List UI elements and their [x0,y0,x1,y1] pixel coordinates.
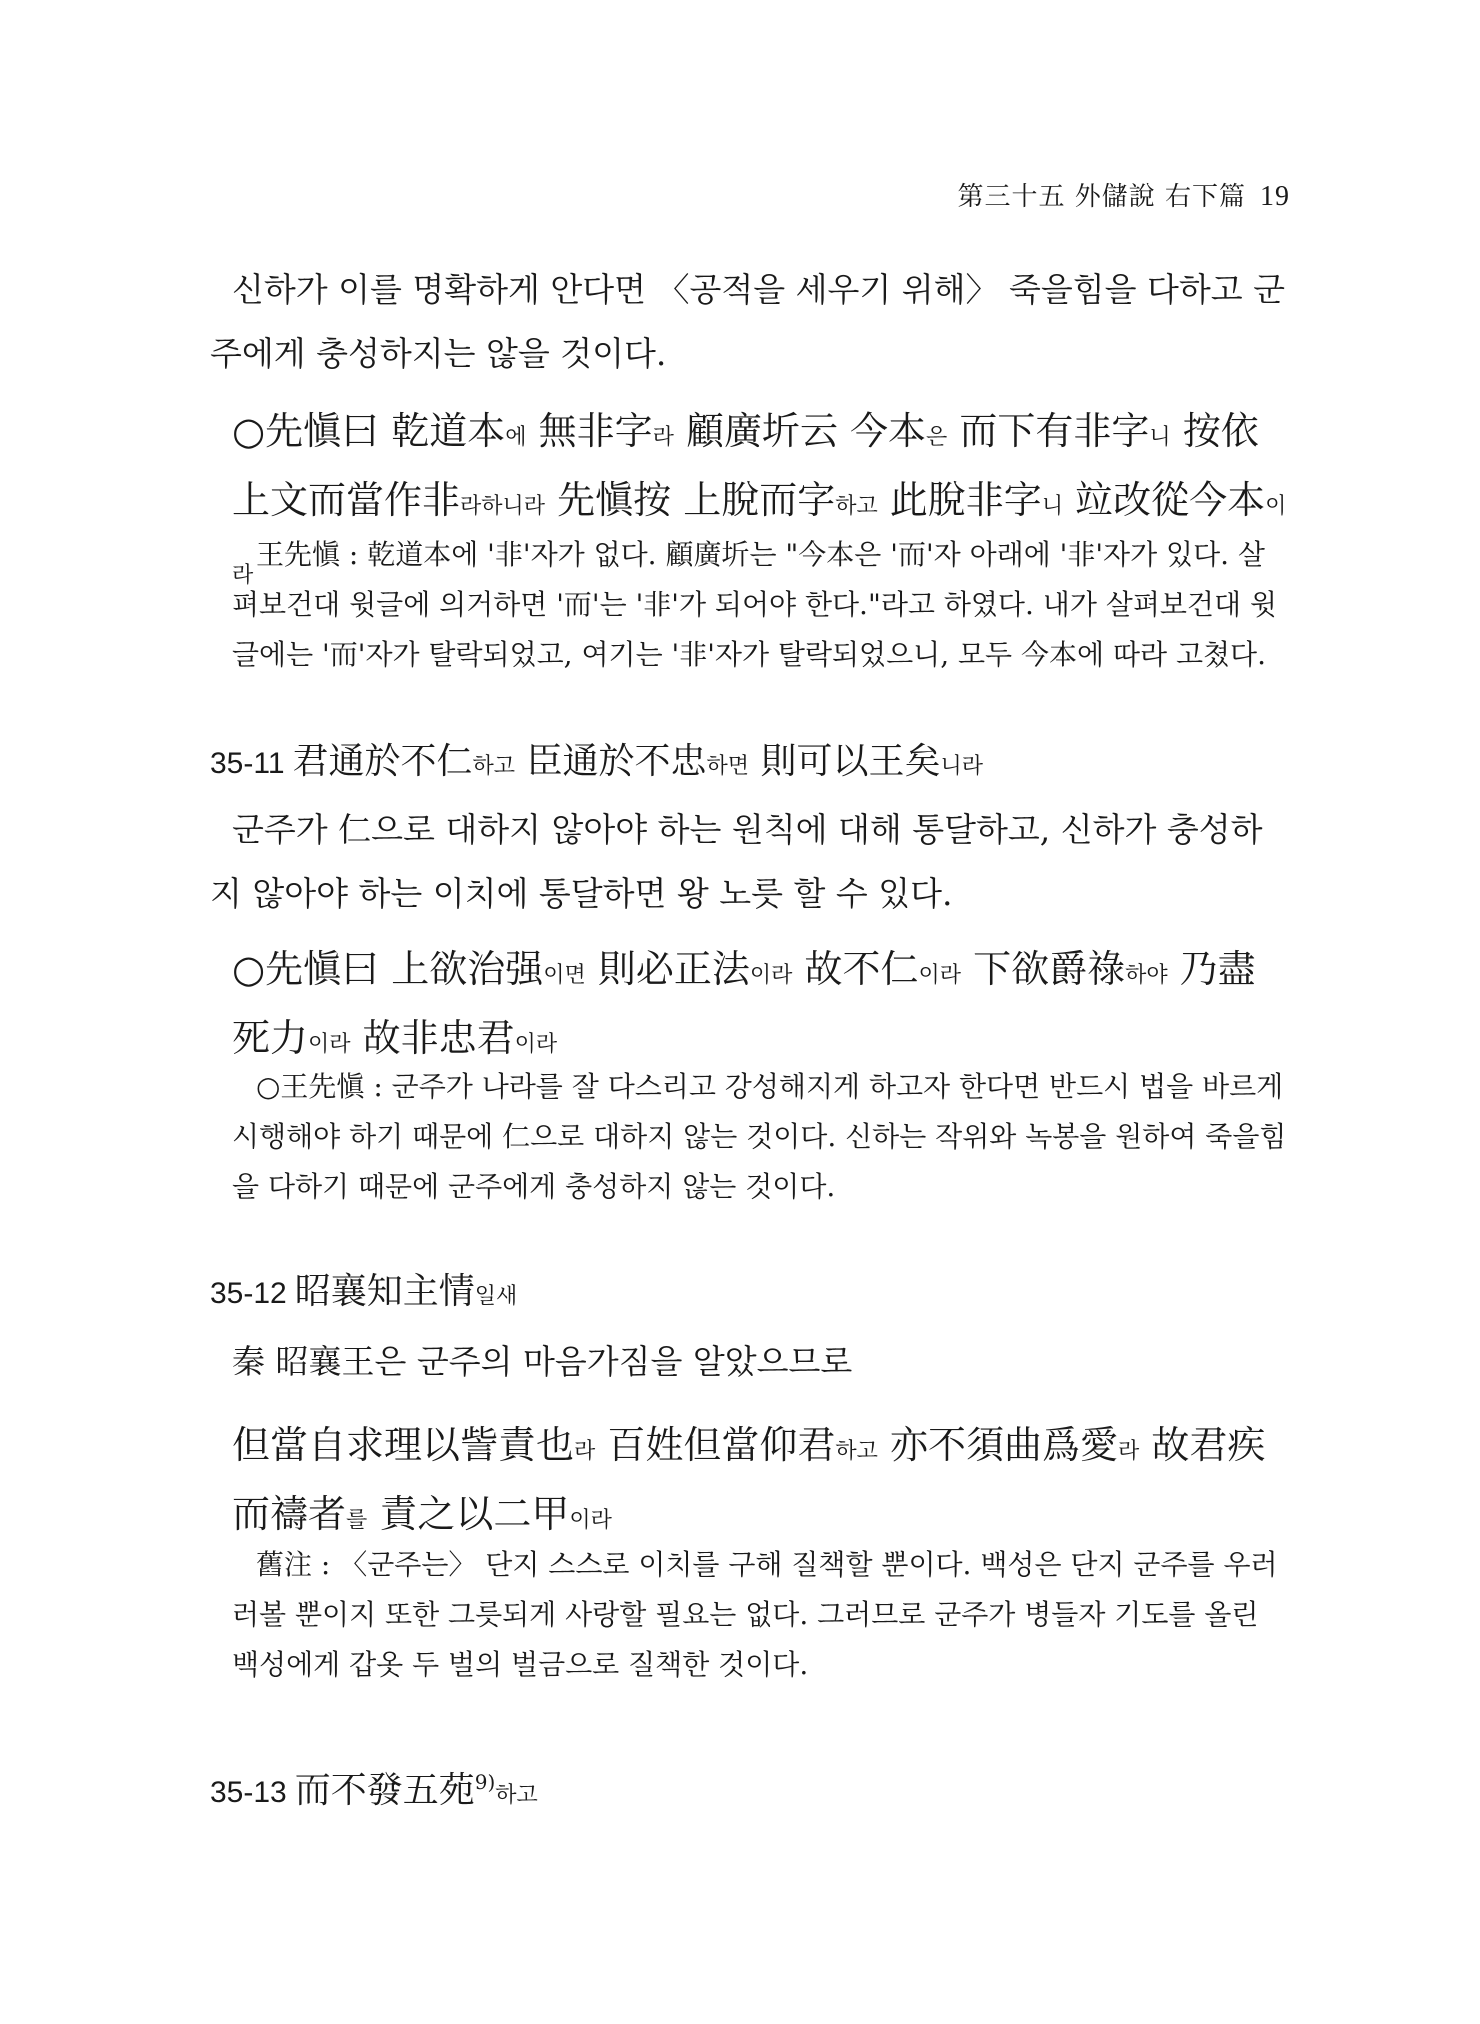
section-35-11-translation [210,798,1290,926]
section-35-12-original [210,1414,1290,1552]
footnote-marker[interactable]: 9) [474,1770,496,1794]
section-heading: 35-13 而不發五苑$^{9)}$하고 [210,1770,538,1811]
translation-text: 군주가 仁으로 대하지 않아야 하는 원칙에 대해 통달하고, 신하가 충성하지 않아야 하는 이치에 통달하면 왕 노릇 할 수 있다. [210,810,1263,913]
section-35-11 [210,732,1290,797]
section-35-11-original [210,938,1290,1076]
section-35-11-note [210,1062,1290,1212]
translation-text: 秦 昭襄王은 군주의 마음가짐을 알았으므로 [232,1342,853,1381]
section-35-13 [210,1752,1290,1826]
translation-text: 신하가 이를 명확하게 안다면 〈공적을 세우기 위해〉 죽을힘을 다하고 군주에게 충성하지는 않을 것이다. [210,270,1285,373]
running-header [957,176,1290,213]
section-heading: 35-11 君通於不仁하고 臣通於不忠하면 則可以王矣니라 [210,741,983,782]
section-35-12-note [210,1540,1290,1690]
original-text: ○先愼曰 上欲治强이면 則必正法이라 故不仁이라 下欲爵祿하야 乃盡死力이라 故非忠君이라 [232,947,1256,1060]
intro-block [210,258,1290,386]
header-title: 第三十五 外儲說 右下篇 [957,182,1246,212]
commentary-note: 舊注 : 〈군주는〉 단지 스스로 이치를 구해 질책할 뿐이다. 백성은 단지 군주를 우러러볼 뿐이지 또한 그릇되게 사랑할 필요는 없다. 그러므로 군주가 병들자 기도를 올린 백성에게 갑옷 두 벌의 벌금으로 질책한 것이다. [232,1548,1278,1681]
commentary-note: 王先愼 : 乾道本에 '非'자가 없다. 顧廣圻는 "今本은 '而'자 아래에 '非'자가 있다. 살펴보건대 윗글에 의거하면 '而'는 '非'가 되어야 한다."라고 하였다. 내가 살펴보건대 윗글에는 '而'자가 탈락되었고, 여기는 '非'자가 탈락되었으니, 모두 今本에 따라 고쳤다. [232,538,1277,671]
original-text: ○先愼曰 乾道本에 無非字라 顧廣圻云 今本은 而下有非字니 按依上文而當作非라하니라 先愼按 上脫而字하고 此脫非字니 竝改從今本이라 [232,409,1287,588]
commentary-note: ○王先愼 : 군주가 나라를 잘 다스리고 강성해지게 하고자 한다면 반드시 법을 바르게 시행해야 하기 때문에 仁으로 대하지 않는 것이다. 신하는 작위와 녹봉을 원하여 죽을힘을 다하기 때문에 군주에게 충성하지 않는 것이다. [232,1070,1287,1203]
section-35-12 [210,1262,1290,1327]
section-35-12-translation [210,1330,1290,1394]
intro-note-block [210,530,1290,680]
page-number: 19 [1260,181,1290,212]
section-heading: 35-12 昭襄知主情일새 [210,1271,518,1312]
original-text: 但當自求理以訾責也라 百姓但當仰君하고 亦不須曲爲愛라 故君疾而禱者를 責之以二甲이라 [232,1423,1266,1536]
